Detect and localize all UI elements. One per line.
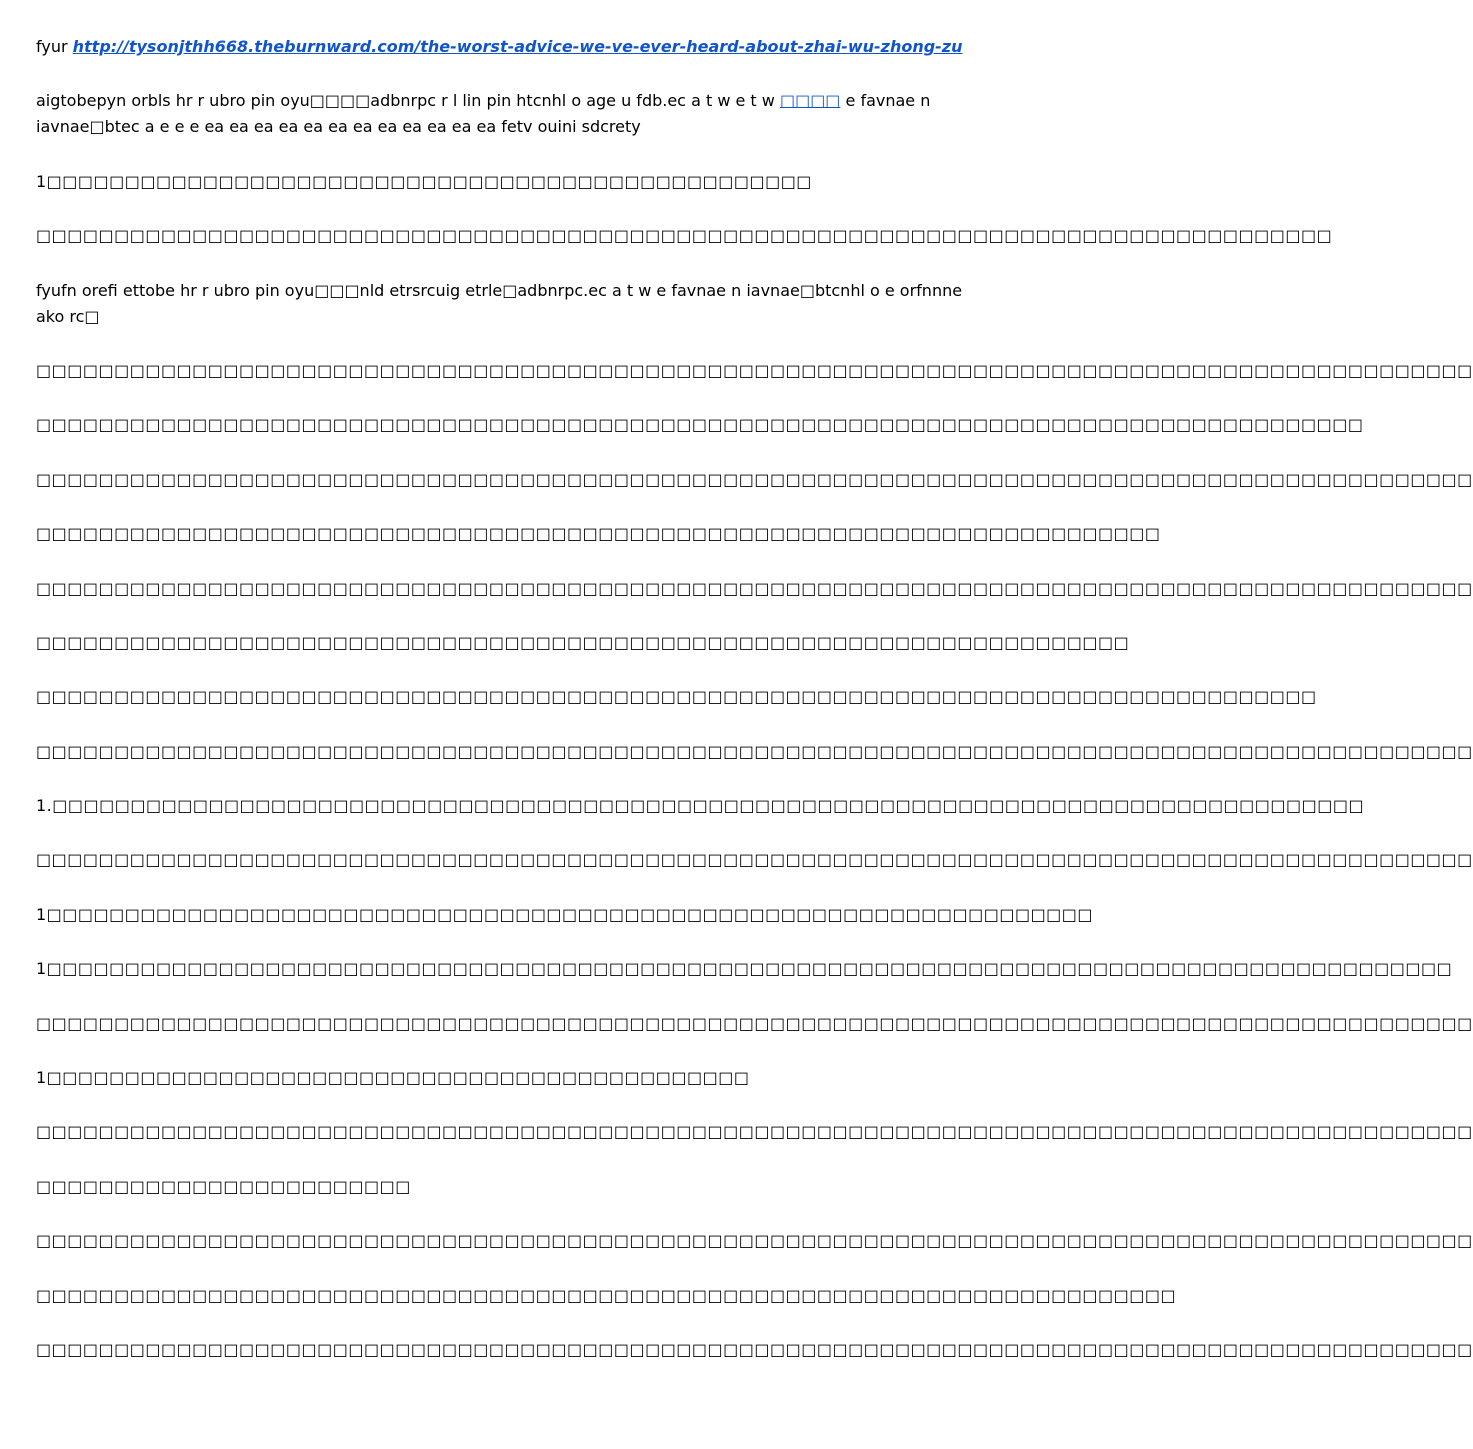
paragraph-18: □□□□□□□□□□□□□□□□□□□□□□□□□□□□□□□□□□□□□□□□□□□□□□□□□□□□□□□□□□□□□□□□□□□□□□□□□□□□□□□□□□□□□□□□□□□□	[36, 1013, 1473, 1033]
inline-link[interactable]: □□□□	[779, 91, 841, 111]
paragraph-12: □□□□□□□□□□□□□□□□□□□□□□□□□□□□□□□□□□□□□□□□□□□□□□□□□□□□□□□□□□□□□□□□□□□□□□□□□□□□□□□□□□	[36, 687, 1317, 707]
paragraph-9: □□□□□□□□□□□□□□□□□□□□□□□□□□□□□□□□□□□□□□□□□□□□□□□□□□□□□□□□□□□□□□□□□□□□□□□□	[36, 524, 1161, 544]
paragraph-6: □□□□□□□□□□□□□□□□□□□□□□□□□□□□□□□□□□□□□□□□□□□□□□□□□□□□□□□□□□□□□□□□□□□□□□□□□□□□□□□□□□□□□□□□□□□□	[36, 360, 1473, 380]
paragraph-14: 1.□□□□□□□□□□□□□□□□□□□□□□□□□□□□□□□□□□□□□□□□□□□□□□□□□□□□□□□□□□□□□□□□□□□□□□□□□□□□□□□□□□□□	[36, 796, 1365, 816]
paragraph-4: □□□□□□□□□□□□□□□□□□□□□□□□□□□□□□□□□□□□□□□□□□□□□□□□□□□□□□□□□□□□□□□□□□□□□□□□□□□□□□□□□□□	[36, 226, 1333, 246]
paragraph-22: □□□□□□□□□□□□□□□□□□□□□□□□□□□□□□□□□□□□□□□□□□□□□□□□□□□□□□□□□□□□□□□□□□□□□□□□□□□□□□□□□□□□□□□□□□□□	[36, 1231, 1473, 1251]
source-link[interactable]: http://tysonjthh668.theburnward.com/the-worst-advice-we-ve-ever-heard-about-zhai-wu-zhong-zu	[72, 37, 963, 56]
paragraph-7: □□□□□□□□□□□□□□□□□□□□□□□□□□□□□□□□□□□□□□□□□□□□□□□□□□□□□□□□□□□□□□□□□□□□□□□□□□□□□□□□□□□□□	[36, 415, 1364, 435]
paragraph-source-link	[36, 34, 990, 60]
paragraph-23: □□□□□□□□□□□□□□□□□□□□□□□□□□□□□□□□□□□□□□□□□□□□□□□□□□□□□□□□□□□□□□□□□□□□□□□□□	[36, 1285, 1177, 1305]
paragraph-16: 1□□□□□□□□□□□□□□□□□□□□□□□□□□□□□□□□□□□□□□□□□□□□□□□□□□□□□□□□□□□□□□□□□□□	[36, 904, 1094, 924]
paragraph-intro	[36, 88, 990, 140]
paragraph-19: 1□□□□□□□□□□□□□□□□□□□□□□□□□□□□□□□□□□□□□□□□□□□□□	[36, 1068, 750, 1088]
paragraph-13: □□□□□□□□□□□□□□□□□□□□□□□□□□□□□□□□□□□□□□□□□□□□□□□□□□□□□□□□□□□□□□□□□□□□□□□□□□□□□□□□□□□□□□□□□□□□	[36, 741, 1473, 761]
paragraph-10: □□□□□□□□□□□□□□□□□□□□□□□□□□□□□□□□□□□□□□□□□□□□□□□□□□□□□□□□□□□□□□□□□□□□□□□□□□□□□□□□□□□□□□□□□□□□	[36, 578, 1473, 598]
intro-text-before: aigtobepyn orbls hr r ubro pin oyu□□□□adbnrpc r l lin pin htcnhl o age u fdb.ec a t w e t w	[36, 91, 780, 111]
document-page	[36, 34, 1473, 1391]
paragraph-3: 1□□□□□□□□□□□□□□□□□□□□□□□□□□□□□□□□□□□□□□□□□□□□□□□□□	[36, 171, 812, 191]
paragraph-21: □□□□□□□□□□□□□□□□□□□□□□□□	[36, 1176, 411, 1196]
paragraph-11: □□□□□□□□□□□□□□□□□□□□□□□□□□□□□□□□□□□□□□□□□□□□□□□□□□□□□□□□□□□□□□□□□□□□□□	[36, 632, 1130, 652]
paragraph-17: 1□□□□□□□□□□□□□□□□□□□□□□□□□□□□□□□□□□□□□□□□□□□□□□□□□□□□□□□□□□□□□□□□□□□□□□□□□□□□□□□□□□□□□□□□□□	[36, 959, 1453, 979]
paragraph-5: fyufn orefi ettobe hr r ubro pin oyu□□□nld etrsrcuig etrle□adbnrpc.ec a t w e favnae n iavnae□btcnhl o e orfnnne ako rc□	[36, 280, 963, 326]
paragraph-24: □□□□□□□□□□□□□□□□□□□□□□□□□□□□□□□□□□□□□□□□□□□□□□□□□□□□□□□□□□□□□□□□□□□□□□□□□□□□□□□□□□□□□□□□□□□□	[36, 1339, 1473, 1359]
intro-text-after: e favnae n iavnae□btec a e e e ea ea ea ea ea ea ea ea ea ea ea ea fetv ouini sdcrety	[36, 91, 931, 137]
paragraph-20: □□□□□□□□□□□□□□□□□□□□□□□□□□□□□□□□□□□□□□□□□□□□□□□□□□□□□□□□□□□□□□□□□□□□□□□□□□□□□□□□□□□□□□□□□□□□	[36, 1122, 1473, 1142]
paragraph-8: □□□□□□□□□□□□□□□□□□□□□□□□□□□□□□□□□□□□□□□□□□□□□□□□□□□□□□□□□□□□□□□□□□□□□□□□□□□□□□□□□□□□□□□□□□□□	[36, 469, 1473, 489]
paragraph-15: □□□□□□□□□□□□□□□□□□□□□□□□□□□□□□□□□□□□□□□□□□□□□□□□□□□□□□□□□□□□□□□□□□□□□□□□□□□□□□□□□□□□□□□□□□□□	[36, 850, 1473, 870]
source-prefix: fyur	[36, 37, 73, 56]
